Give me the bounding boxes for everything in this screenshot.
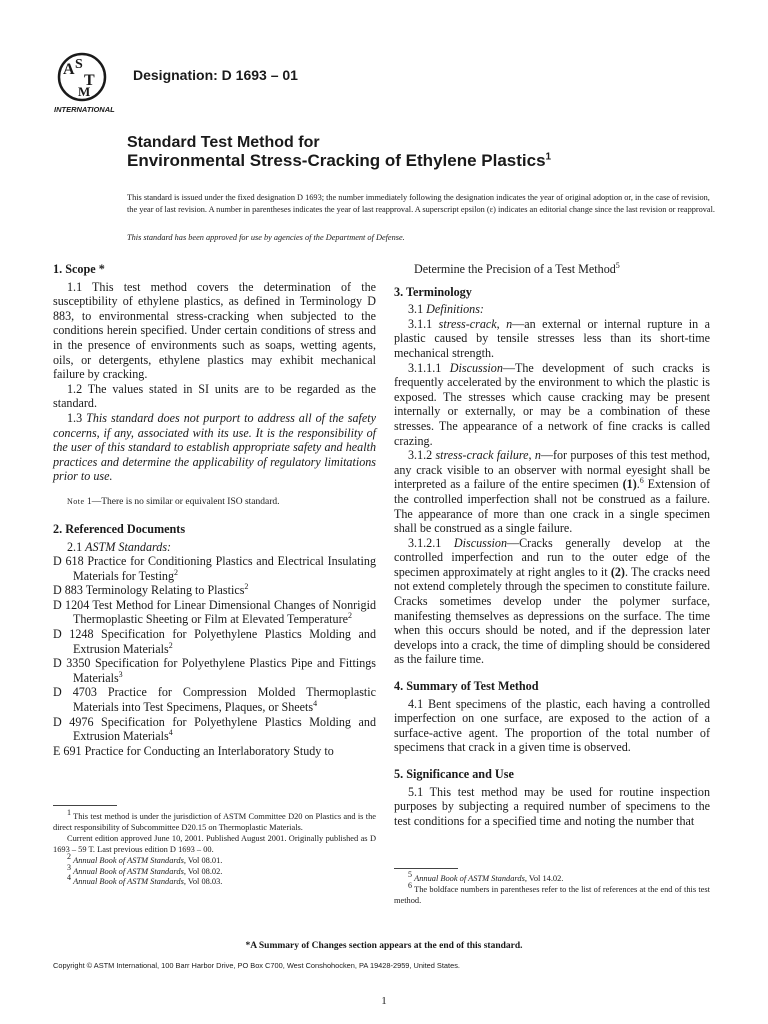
reference-item	[53, 744, 376, 759]
footnote-2-vol: , Vol 08.01.	[183, 855, 223, 865]
left-column	[53, 262, 376, 758]
logo-letter-m: M	[78, 84, 91, 99]
reference-item	[53, 627, 376, 656]
footnote-5	[394, 870, 710, 885]
footnote-5-vol: , Vol 14.02.	[524, 874, 564, 883]
note-1	[53, 496, 376, 508]
term-3-1-1-number: 3.1.1	[408, 316, 433, 331]
reference-item	[53, 583, 376, 598]
note-text: 1—There is no similar or equivalent ISO standard.	[86, 496, 280, 507]
reference-list	[53, 554, 376, 758]
term-3-1	[394, 302, 710, 317]
reference-item	[53, 656, 376, 685]
summary-of-changes-note: *A Summary of Changes section appears at the end of this standard.	[245, 941, 523, 951]
term-3-1-label: Definitions:	[426, 302, 484, 317]
term-3-1-number: 3.1	[408, 302, 424, 317]
footnote-1	[53, 808, 376, 834]
reference-item-footnote-marker: 4	[168, 728, 173, 738]
page-number: 1	[381, 995, 387, 1007]
reference-item-text: D 4703 Practice for Compression Molded Thermoplastic Materials into Test Specimens, Plaques, or Sheets	[53, 685, 376, 715]
footnote-6	[394, 881, 710, 907]
reference-item-text: D 1248 Specification for Polyethylene Plastics Molding and Extrusion Materials	[53, 627, 376, 656]
astm-logo	[52, 50, 124, 116]
significance-heading: 5. Significance and Use	[394, 767, 514, 781]
e691-continuation-text: Determine the Precision of a Test Method	[414, 262, 616, 276]
term-3-1-1-1-label: Discussion	[449, 360, 503, 375]
scope-1-3-text: This standard does not purport to address all of the safety concerns, if any, associated with its use. It is the responsibility of the user of this standard to establish appropriate safety and health practices and determine the applicability of regulatory limitations prior to use.	[53, 410, 376, 484]
refdocs-2-1	[53, 540, 376, 555]
term-3-1-2-1-label: Discussion	[453, 535, 507, 550]
footnote-5-text: Annual Book of ASTM Standards	[414, 874, 525, 883]
terminology-heading: 3. Terminology	[394, 284, 472, 299]
current-edition: Current edition approved June 10, 2001. Published August 2001. Originally published as D 1693 – 59 T. Last previous edition D 1693 – 00.	[53, 833, 376, 854]
scope-1-2: 1.2 The values stated in SI units are to be regarded as the standard.	[53, 381, 376, 411]
footnote-2	[53, 851, 376, 867]
summary-heading: 4. Summary of Test Method	[394, 679, 539, 694]
term-3-1-2-footnote-marker: 6	[639, 476, 644, 486]
term-3-1-2-number: 3.1.2	[408, 448, 433, 463]
footnote-divider-left	[53, 805, 117, 806]
footnote-3	[53, 862, 376, 878]
footnote-6-marker: 6	[408, 881, 412, 891]
term-3-1-1-1-text: —The development of such cracks is frequently accelerated by the environment to which the plastic is exposed. The stresses which cause cracking may be present internally or externally, or may be a combination of these stresses. The appearance of a network of fine cracks is called crazing.	[394, 360, 710, 448]
term-3-1-1-1-number: 3.1.1.1	[408, 360, 442, 375]
term-3-1-1-pos: n	[506, 316, 513, 331]
footnote-2-text: Annual Book of ASTM Standards	[73, 855, 184, 865]
term-3-1-2-reference: (1)	[622, 477, 637, 492]
e691-continuation	[394, 262, 710, 277]
term-3-1-1-text: —an external or internal rupture in a plastic caused by tensile stresses less than its short-time mechanical strength.	[394, 316, 710, 360]
copyright: Copyright © ASTM International, 100 Barr Harbor Drive, PO Box C700, West Conshohocken, PA 19428-2959, United States.	[53, 961, 460, 970]
reference-item-footnote-marker: 4	[313, 699, 318, 708]
reference-item-footnote-marker: 2	[244, 582, 249, 592]
e691-footnote-marker: 5	[615, 260, 620, 270]
footnote-4-text: Annual Book of ASTM Standards	[73, 877, 184, 887]
footnote-3-text: Annual Book of ASTM Standards	[73, 866, 184, 876]
title-text: Environmental Stress-Cracking of Ethylene Plastics	[127, 151, 546, 170]
significance-5-1: 5.1 This test method may be used for routine inspection purposes by subjecting a required number of specimens to the test conditions for a specified time and noting the number that	[394, 784, 710, 828]
scope-1-3-number: 1.3	[67, 410, 83, 425]
scope-1-1: 1.1 This test method covers the determination of the susceptibility of ethylene plastics, as defined in Terminology D 883, to environmental stress-cracking when subjected to the conditions herein specified. Under certain conditions of stress and in the presence of environments such as soaps, wetting agents, oils, or detergents, ethylene plastics may exhibit mechanical failure by cracking.	[53, 279, 376, 382]
reference-item-footnote-marker: 2	[168, 640, 173, 650]
logo-letter-a: A	[63, 61, 75, 78]
scope-1-3	[53, 411, 376, 484]
footnote-divider-right	[394, 868, 458, 869]
left-footnotes	[53, 808, 376, 888]
term-3-1-1-1	[394, 361, 710, 449]
refdocs-heading: 2. Referenced Documents	[53, 521, 186, 536]
term-3-1-2-1	[394, 536, 710, 667]
note-label: Note	[67, 496, 85, 506]
reference-item-footnote-marker: 3	[118, 669, 123, 679]
reference-item-text: D 618 Practice for Conditioning Plastics and Electrical Insulating Materials for Testing	[53, 554, 376, 583]
term-3-1-2-1-reference: (2)	[610, 564, 625, 579]
term-3-1-2-1-text-b: . The cracks need not extend completely through the specimen to constitute failure. Cracks sometimes develop under the polymer surface, manifesting themselves as depressions on the surface. The time when this occurs should be noted, and if the depression later develops into a crack, the time of dimpling should be considered as the failure time.	[394, 564, 710, 667]
term-3-1-2: 3.1.2 stress-crack failure, n—for purposes of this test method, any crack visible to an observer with normal eyesight shall be interpreted as a failure of the entire specimen (1).$^6$ Extension of the controlled imperfection shall not be construed as a failure. The appearance of more than one crack in a single specimen shall be construed as a single failure.	[394, 448, 711, 536]
reference-item	[53, 715, 376, 744]
logo-letter-s: S	[75, 57, 83, 72]
reference-item-text: D 4976 Specification for Polyethylene Plastics Molding and Extrusion Materials	[53, 714, 376, 744]
right-column	[394, 262, 710, 828]
footnote-3-vol: , Vol 08.02.	[183, 866, 223, 876]
footnote-3-marker: 3	[67, 862, 71, 872]
logo-letter-t: T	[84, 72, 95, 89]
right-footnotes	[394, 870, 710, 907]
title-line-2	[127, 151, 551, 171]
footnote-4-marker: 4	[67, 873, 71, 883]
dod-approval-note: This standard has been approved for use by agencies of the Department of Defense.	[127, 233, 405, 242]
footnote-5-marker: 5	[408, 870, 412, 880]
scope-heading: 1. Scope *	[53, 262, 105, 276]
reference-item-footnote-marker: 2	[174, 567, 179, 577]
reference-item-text: D 1204 Test Method for Linear Dimensional Changes of Nonrigid Thermoplastic Sheeting or Film at Elevated Temperature	[53, 597, 376, 627]
reference-item	[53, 554, 376, 583]
summary-4-1: 4.1 Bent specimens of the plastic, each having a controlled imperfection on one surface, are exposed to the action of a surface-active agent. The proportion of the total number of specimens that crack in a given time is observed.	[394, 696, 710, 755]
term-3-1-2-1-text-a: —Cracks generally develop at the controlled imperfection and run to the outer edge of the specimen approximately at right angles to it	[394, 535, 710, 579]
term-3-1-1-term: stress-crack	[438, 316, 497, 331]
reference-item	[53, 598, 376, 627]
designation: Designation: D 1693 – 01	[133, 67, 298, 83]
reference-item	[53, 685, 376, 714]
reference-item-text: E 691 Practice for Conducting an Interlaboratory Study to	[53, 743, 334, 758]
term-3-1-2-1-number: 3.1.2.1	[408, 535, 442, 550]
footnote-2-marker: 2	[67, 851, 71, 861]
term-3-1-2-text-a: —for purposes of this test method, any crack visible to an observer with normal eyesight shall be interpreted as a failure of the entire specimen	[394, 448, 711, 492]
refdocs-2-1-number: 2.1	[67, 539, 83, 554]
footnote-4	[53, 873, 376, 888]
title-footnote-marker: 1	[545, 151, 552, 163]
intro-paragraph: This standard is issued under the fixed designation D 1693; the number immediately following the designation indicates the year of original adoption or, in the case of revision, the year of last revision. A number in parentheses indicates the year of last reapproval. A superscript epsilon (ε) indicates an editorial change since the last revision or reapproval.	[127, 193, 715, 214]
reference-item-footnote-marker: 2	[348, 611, 352, 621]
footnote-1-marker: 1	[67, 808, 71, 818]
footnote-1-text: This test method is under the jurisdiction of ASTM Committee D20 on Plastics and is the direct responsibility of Subcommittee D20.15 on Thermoplastic Materials.	[53, 812, 376, 832]
term-3-1-2-term: stress-crack failure	[435, 448, 529, 463]
title-line-1: Standard Test Method for	[127, 134, 320, 151]
term-3-1-2-pos: n	[534, 448, 541, 463]
term-3-1-2-text-b: Extension of the controlled imperfection shall not be construed as a failure. The appearance of more than one crack in a single specimen shall be construed as a single failure.	[394, 477, 711, 536]
refdocs-2-1-label: ASTM Standards:	[85, 539, 172, 554]
footnote-6-text: The boldface numbers in parentheses refer to the list of references at the end of this test method.	[394, 884, 710, 905]
logo-wordmark: INTERNATIONAL	[54, 105, 115, 114]
footnote-4-vol: , Vol 08.03.	[183, 877, 223, 887]
term-3-1-1: 3.1.1 stress-crack, n—an external or internal rupture in a plastic caused by tensile stresses less than its short-time mechanical strength.	[394, 316, 710, 360]
reference-item-text: D 3350 Specification for Polyethylene Plastics Pipe and Fittings Materials	[53, 656, 376, 685]
reference-item-text: D 883 Terminology Relating to Plastics	[53, 583, 245, 598]
